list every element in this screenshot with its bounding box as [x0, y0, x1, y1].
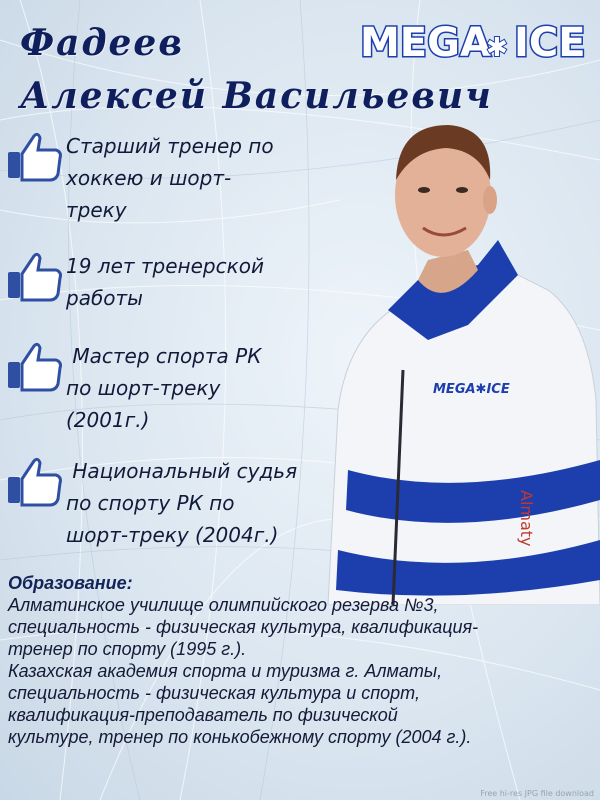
thumbs-up-icon	[6, 340, 64, 392]
education-line: Казахская академия спорта и туризма г. Алматы,	[8, 661, 443, 681]
thumbs-up-icon	[6, 455, 64, 507]
watermark: Free hi-res JPG file download	[480, 789, 594, 798]
education-line: культуре, тренер по конькобежному спорту (2004 г.).	[8, 727, 472, 747]
coach-photo	[318, 110, 600, 605]
jacket-logo: MEGA✱ICE	[433, 382, 510, 397]
sleeve-text: Almaty	[517, 490, 536, 547]
bullet-line: хоккею и шорт-	[66, 166, 232, 190]
svg-text:MEGA: MEGA	[360, 20, 491, 66]
bullet-line: работы	[66, 286, 143, 310]
thumbs-up-icon	[6, 250, 64, 302]
bullet-line: (2001г.)	[66, 408, 150, 432]
education-line: квалификация-преподаватель по физической	[8, 705, 398, 725]
bullet-line: 19 лет тренерской	[66, 254, 264, 278]
education-line: тренер по спорту (1995 г.).	[8, 639, 247, 659]
bullet-line: треку	[66, 198, 127, 222]
bullet-line: Старший тренер по	[66, 134, 274, 158]
given-names: Алексей Васильевич	[20, 75, 493, 117]
bullet-line: по спорту РК по	[66, 491, 235, 515]
bullet-line: Мастер спорта РК	[66, 344, 262, 368]
education-title: Образование:	[8, 573, 133, 593]
mega-ice-logo	[356, 8, 590, 72]
education-line: специальность - физическая культура, квалификация-	[8, 617, 479, 637]
bullet-line: Национальный судья	[66, 459, 298, 483]
surname: Фадеев	[20, 22, 184, 64]
education-line: Алматинское училище олимпийского резерва №3,	[8, 595, 439, 615]
bullet-line: по шорт-треку	[66, 376, 221, 400]
education-section	[8, 572, 598, 748]
bullet-line: шорт-треку (2004г.)	[66, 523, 279, 547]
education-line: специальность - физическая культура и спорт,	[8, 683, 420, 703]
mega-ice-logo-graphic	[356, 8, 590, 72]
thumbs-up-icon	[6, 130, 64, 182]
svg-text:ICE: ICE	[514, 20, 586, 66]
coach-figure	[318, 110, 600, 605]
svg-text:✱: ✱	[486, 33, 508, 63]
